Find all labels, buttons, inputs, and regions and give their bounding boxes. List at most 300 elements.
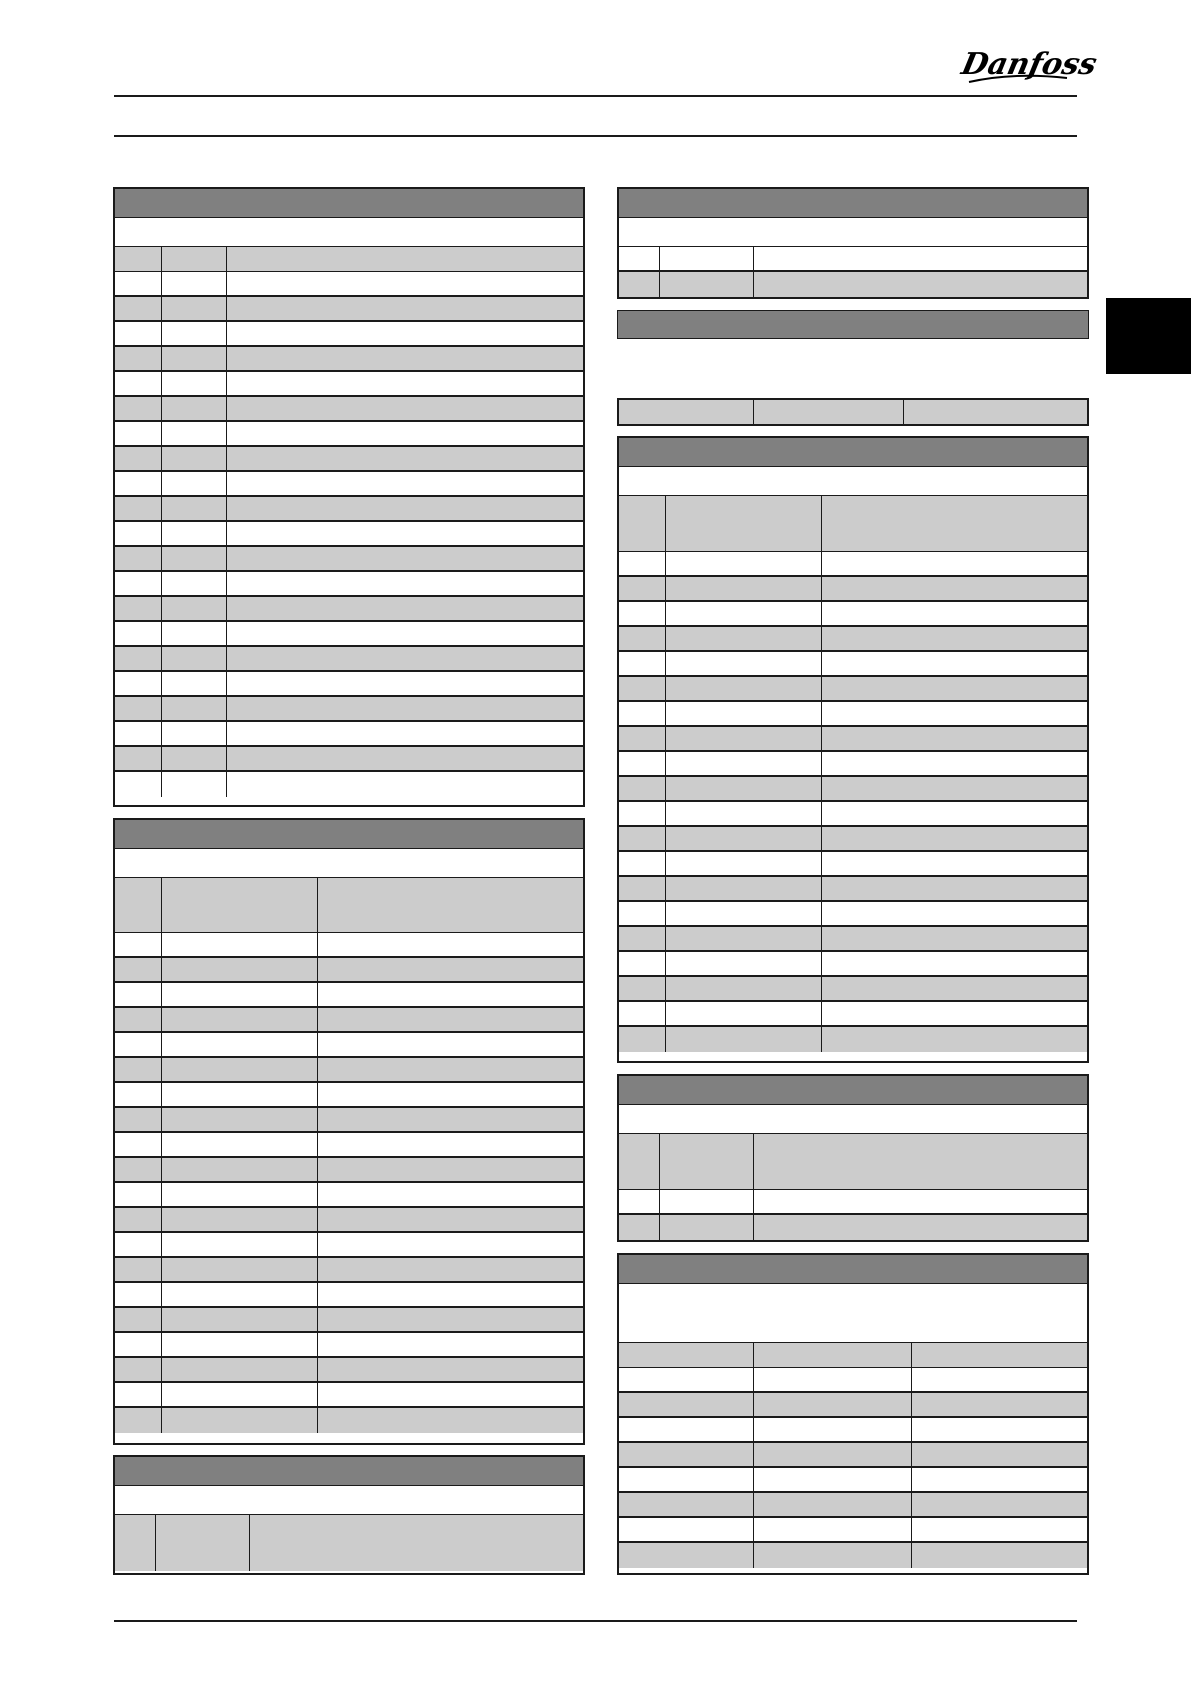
table-row — [619, 777, 1087, 802]
table-cell — [318, 1233, 583, 1256]
table-cell — [822, 927, 1087, 950]
table-row — [115, 983, 583, 1008]
table-cell — [227, 622, 583, 645]
table-cell — [115, 472, 162, 495]
table-cell — [162, 297, 227, 320]
table-cell — [619, 1134, 660, 1189]
table-row — [115, 1208, 583, 1233]
table-cell — [619, 1393, 754, 1416]
table-cell — [619, 602, 666, 625]
table-cell — [318, 1058, 583, 1081]
table-cell — [619, 1468, 754, 1491]
table-cell — [162, 672, 227, 695]
table-cell — [115, 878, 162, 932]
left-table-2 — [113, 818, 585, 1445]
table-cell — [754, 1343, 912, 1367]
table-cell — [162, 1308, 318, 1331]
table-cell — [666, 827, 822, 850]
danfoss-logo — [958, 42, 1100, 88]
table-row — [619, 677, 1087, 702]
table-cell — [822, 877, 1087, 900]
table-row — [115, 672, 583, 697]
table-row — [619, 552, 1087, 577]
table-cell — [227, 522, 583, 545]
table-row — [619, 1543, 1087, 1568]
table-cell — [754, 1368, 912, 1391]
table-cell — [822, 852, 1087, 875]
table-cell — [912, 1343, 1087, 1367]
table-cell — [227, 247, 583, 271]
table-cell — [660, 272, 754, 297]
table-cell — [162, 1033, 318, 1056]
table-row — [619, 247, 1087, 272]
table-row — [619, 627, 1087, 652]
table-cell — [162, 647, 227, 670]
table-cell — [162, 597, 227, 620]
table-row — [619, 1493, 1087, 1518]
table-row — [115, 472, 583, 497]
table-row — [115, 1033, 583, 1058]
table-cell — [666, 852, 822, 875]
table-cell — [162, 983, 318, 1006]
table-row — [115, 1158, 583, 1183]
table-cell — [156, 1515, 250, 1571]
table-cell — [162, 1408, 318, 1433]
table-cell — [619, 1443, 754, 1466]
table-cell — [115, 597, 162, 620]
table-cell — [666, 677, 822, 700]
table-cell — [318, 1358, 583, 1381]
table-cell — [822, 827, 1087, 850]
table-cell — [822, 552, 1087, 575]
table-cell — [666, 952, 822, 975]
table-cell — [619, 902, 666, 925]
table-cell — [227, 772, 583, 797]
table-row — [115, 933, 583, 958]
table-cell — [115, 1158, 162, 1181]
table-cell — [619, 877, 666, 900]
table-cell — [619, 652, 666, 675]
table-row — [619, 1190, 1087, 1215]
table-cell — [115, 1208, 162, 1231]
table-cell — [619, 552, 666, 575]
table-cell — [227, 547, 583, 570]
table-row — [619, 602, 1087, 627]
table-cell — [115, 1515, 156, 1571]
table-row — [115, 747, 583, 772]
table-row — [115, 1333, 583, 1358]
table-cell — [162, 472, 227, 495]
table-row — [619, 577, 1087, 602]
table-cell — [822, 677, 1087, 700]
table-cell — [162, 1083, 318, 1106]
table-cell — [115, 1008, 162, 1031]
table-cell — [227, 697, 583, 720]
table-cell — [115, 772, 162, 797]
table-cell — [822, 777, 1087, 800]
table-row — [115, 572, 583, 597]
table-row — [115, 1258, 583, 1283]
table-cell — [115, 372, 162, 395]
table-cell — [619, 752, 666, 775]
table-cell — [227, 747, 583, 770]
table-cell — [822, 1002, 1087, 1025]
table-row — [115, 1233, 583, 1258]
table-row — [619, 752, 1087, 777]
table-row — [619, 1027, 1087, 1052]
table-cell — [227, 322, 583, 345]
table-cell — [162, 422, 227, 445]
table-subheader — [619, 218, 1087, 247]
table-cell — [162, 1283, 318, 1306]
table-cell — [162, 397, 227, 420]
table-cell — [115, 1033, 162, 1056]
table-cell — [162, 322, 227, 345]
table-row — [115, 372, 583, 397]
table-cell — [162, 958, 318, 981]
table-cell — [162, 933, 318, 956]
table-cell — [822, 1027, 1087, 1052]
right-strip — [617, 398, 1089, 426]
table-cell — [162, 1233, 318, 1256]
table-cell — [115, 747, 162, 770]
table-cell — [754, 1518, 912, 1541]
table-cell — [162, 1108, 318, 1131]
table-column-header — [619, 1134, 1087, 1190]
table-row — [115, 447, 583, 472]
table-row — [115, 322, 583, 347]
table-row — [115, 1283, 583, 1308]
table-cell — [115, 1058, 162, 1081]
table-cell — [822, 652, 1087, 675]
table-row — [115, 1133, 583, 1158]
table-cell — [666, 977, 822, 1000]
table-cell — [619, 1418, 754, 1441]
table-cell — [227, 497, 583, 520]
table-cell — [619, 247, 660, 270]
table-cell — [115, 1283, 162, 1306]
table-row — [619, 652, 1087, 677]
table-cell — [666, 552, 822, 575]
table-row — [619, 827, 1087, 852]
table-cell — [115, 1383, 162, 1406]
table-cell — [115, 447, 162, 470]
table-cell — [619, 727, 666, 750]
table-cell — [115, 1358, 162, 1381]
table-cell — [162, 1058, 318, 1081]
table-row — [115, 1183, 583, 1208]
table-cell — [754, 1468, 912, 1491]
table-cell — [619, 1493, 754, 1516]
table-row — [115, 1383, 583, 1408]
table-cell — [754, 1443, 912, 1466]
table-cell — [115, 1333, 162, 1356]
table-subheader — [619, 467, 1087, 496]
table-row — [619, 272, 1087, 297]
table-cell — [912, 1443, 1087, 1466]
table-cell — [754, 1393, 912, 1416]
table-cell — [227, 397, 583, 420]
table-row — [619, 977, 1087, 1002]
table-cell — [318, 1283, 583, 1306]
table-cell — [619, 677, 666, 700]
table-cell — [666, 927, 822, 950]
table-cell — [162, 547, 227, 570]
table-cell — [619, 1002, 666, 1025]
table-cell — [666, 577, 822, 600]
table-cell — [912, 1543, 1087, 1568]
table-cell — [660, 1190, 754, 1213]
table-cell — [318, 1383, 583, 1406]
table-cell — [619, 496, 666, 551]
table-cell — [162, 1133, 318, 1156]
table-cell — [754, 1215, 1087, 1240]
table-subheader — [619, 1284, 1087, 1343]
table-row — [619, 702, 1087, 727]
table-cell — [162, 1258, 318, 1281]
table-cell — [666, 602, 822, 625]
table-cell — [660, 247, 754, 270]
table-row — [619, 1215, 1087, 1240]
table-cell — [822, 496, 1087, 551]
table-cell — [754, 247, 1087, 270]
table-cell — [822, 902, 1087, 925]
table-cell — [162, 772, 227, 797]
table-cell — [822, 952, 1087, 975]
table-cell — [822, 627, 1087, 650]
table-header — [115, 1457, 583, 1486]
table-cell — [162, 247, 227, 271]
table-header — [619, 189, 1087, 218]
table-cell — [318, 1208, 583, 1231]
table-cell — [912, 1393, 1087, 1416]
table-cell — [822, 702, 1087, 725]
table-cell — [619, 1027, 666, 1052]
table-row — [619, 802, 1087, 827]
table-cell — [912, 1418, 1087, 1441]
table-cell — [162, 572, 227, 595]
table-cell — [162, 272, 227, 295]
table-cell — [227, 447, 583, 470]
table-cell — [822, 752, 1087, 775]
table-subheader — [619, 1105, 1087, 1134]
table-cell — [318, 1158, 583, 1181]
table-row — [619, 902, 1087, 927]
right-table-3 — [617, 1074, 1089, 1242]
table-cell — [227, 372, 583, 395]
table-cell — [912, 1493, 1087, 1516]
table-column-header — [115, 878, 583, 933]
table-row — [115, 722, 583, 747]
table-cell — [754, 1134, 1087, 1189]
table-cell — [666, 1027, 822, 1052]
table-cell — [666, 496, 822, 551]
table-cell — [115, 1183, 162, 1206]
table-column-header — [619, 496, 1087, 552]
table-cell — [666, 802, 822, 825]
table-row — [115, 597, 583, 622]
table-subheader — [115, 1486, 583, 1515]
table-cell — [115, 983, 162, 1006]
table-cell — [115, 1133, 162, 1156]
table-cell — [666, 727, 822, 750]
left-table-1 — [113, 187, 585, 807]
table-cell — [822, 602, 1087, 625]
table-cell — [822, 977, 1087, 1000]
table-cell — [115, 272, 162, 295]
table-column-header — [619, 1343, 1087, 1368]
table-cell — [822, 727, 1087, 750]
table-cell — [754, 272, 1087, 297]
table-row — [619, 1368, 1087, 1393]
table-cell — [912, 1368, 1087, 1391]
table-row — [619, 877, 1087, 902]
table-cell — [318, 1008, 583, 1031]
table-cell — [619, 1343, 754, 1367]
table-cell — [754, 1190, 1087, 1213]
right-table-2 — [617, 436, 1089, 1063]
table-cell — [115, 247, 162, 271]
table-cell — [754, 1493, 912, 1516]
table-row — [115, 272, 583, 297]
table-cell — [619, 702, 666, 725]
table-cell — [227, 422, 583, 445]
table-cell — [619, 1518, 754, 1541]
table-cell — [666, 877, 822, 900]
table-cell — [619, 627, 666, 650]
table-row — [115, 1358, 583, 1383]
table-row — [619, 727, 1087, 752]
table-row — [115, 297, 583, 322]
table-row — [115, 772, 583, 797]
table-cell — [318, 1033, 583, 1056]
table-cell — [162, 878, 318, 932]
table-cell — [619, 852, 666, 875]
table-header — [115, 189, 583, 218]
table-cell — [115, 547, 162, 570]
table-cell — [115, 933, 162, 956]
table-cell — [227, 722, 583, 745]
table-cell — [619, 952, 666, 975]
table-cell — [115, 1233, 162, 1256]
table-cell — [660, 1215, 754, 1240]
table-cell — [115, 322, 162, 345]
table-cell — [162, 1358, 318, 1381]
table-row — [115, 1058, 583, 1083]
table-cell — [162, 747, 227, 770]
right-table-1 — [617, 187, 1089, 299]
table-cell — [115, 1408, 162, 1433]
table-cell — [115, 572, 162, 595]
footer-rule — [114, 1620, 1077, 1622]
table-column-header — [115, 247, 583, 272]
table-cell — [666, 627, 822, 650]
table-cell — [162, 722, 227, 745]
table-cell — [318, 878, 583, 932]
table-row — [115, 1008, 583, 1033]
table-row — [115, 547, 583, 572]
table-cell — [115, 722, 162, 745]
table-cell — [318, 1108, 583, 1131]
table-cell — [115, 697, 162, 720]
table-cell — [162, 1008, 318, 1031]
table-cell — [227, 472, 583, 495]
table-cell — [619, 1215, 660, 1240]
table-row — [619, 927, 1087, 952]
table-row — [619, 1002, 1087, 1027]
table-row — [115, 1083, 583, 1108]
table-row — [115, 647, 583, 672]
table-row — [619, 1393, 1087, 1418]
table-cell — [754, 1543, 912, 1568]
table-cell — [619, 577, 666, 600]
table-header — [619, 438, 1087, 467]
table-row — [619, 952, 1087, 977]
table-cell — [162, 1333, 318, 1356]
table-cell — [115, 497, 162, 520]
table-cell — [162, 1208, 318, 1231]
table-cell — [822, 802, 1087, 825]
table-cell — [115, 422, 162, 445]
table-cell — [619, 977, 666, 1000]
table-cell — [162, 522, 227, 545]
table-cell — [115, 397, 162, 420]
table-cell — [666, 752, 822, 775]
table-cell — [162, 372, 227, 395]
table-cell — [162, 347, 227, 370]
table-cell — [115, 958, 162, 981]
table-cell — [318, 1333, 583, 1356]
table-cell — [912, 1518, 1087, 1541]
table-row — [619, 1468, 1087, 1493]
header-rule-bottom — [114, 135, 1077, 137]
table-subheader — [115, 849, 583, 878]
table-cell — [115, 1258, 162, 1281]
table-row — [115, 1108, 583, 1133]
table-cell — [162, 697, 227, 720]
table-cell — [666, 652, 822, 675]
table-cell — [619, 1543, 754, 1568]
table-row — [115, 697, 583, 722]
table-column-header — [115, 1515, 583, 1571]
table-header — [619, 1255, 1087, 1284]
table-cell — [318, 1258, 583, 1281]
table-row — [115, 422, 583, 447]
table-cell — [162, 1183, 318, 1206]
table-cell — [227, 347, 583, 370]
table-row — [115, 522, 583, 547]
table-cell — [115, 297, 162, 320]
table-cell — [822, 577, 1087, 600]
table-cell — [318, 1408, 583, 1433]
table-cell — [250, 1515, 583, 1571]
table-cell — [666, 1002, 822, 1025]
table-cell — [318, 1308, 583, 1331]
header-rule-top — [114, 95, 1077, 97]
table-cell — [162, 1158, 318, 1181]
table-cell — [227, 647, 583, 670]
table-row — [619, 1443, 1087, 1468]
table-cell — [115, 1308, 162, 1331]
table-row — [115, 1408, 583, 1433]
table-cell — [660, 1134, 754, 1189]
table-cell — [318, 1133, 583, 1156]
table-cell — [162, 622, 227, 645]
table-row — [115, 347, 583, 372]
table-cell — [227, 272, 583, 295]
table-row — [115, 397, 583, 422]
table-row — [115, 958, 583, 983]
